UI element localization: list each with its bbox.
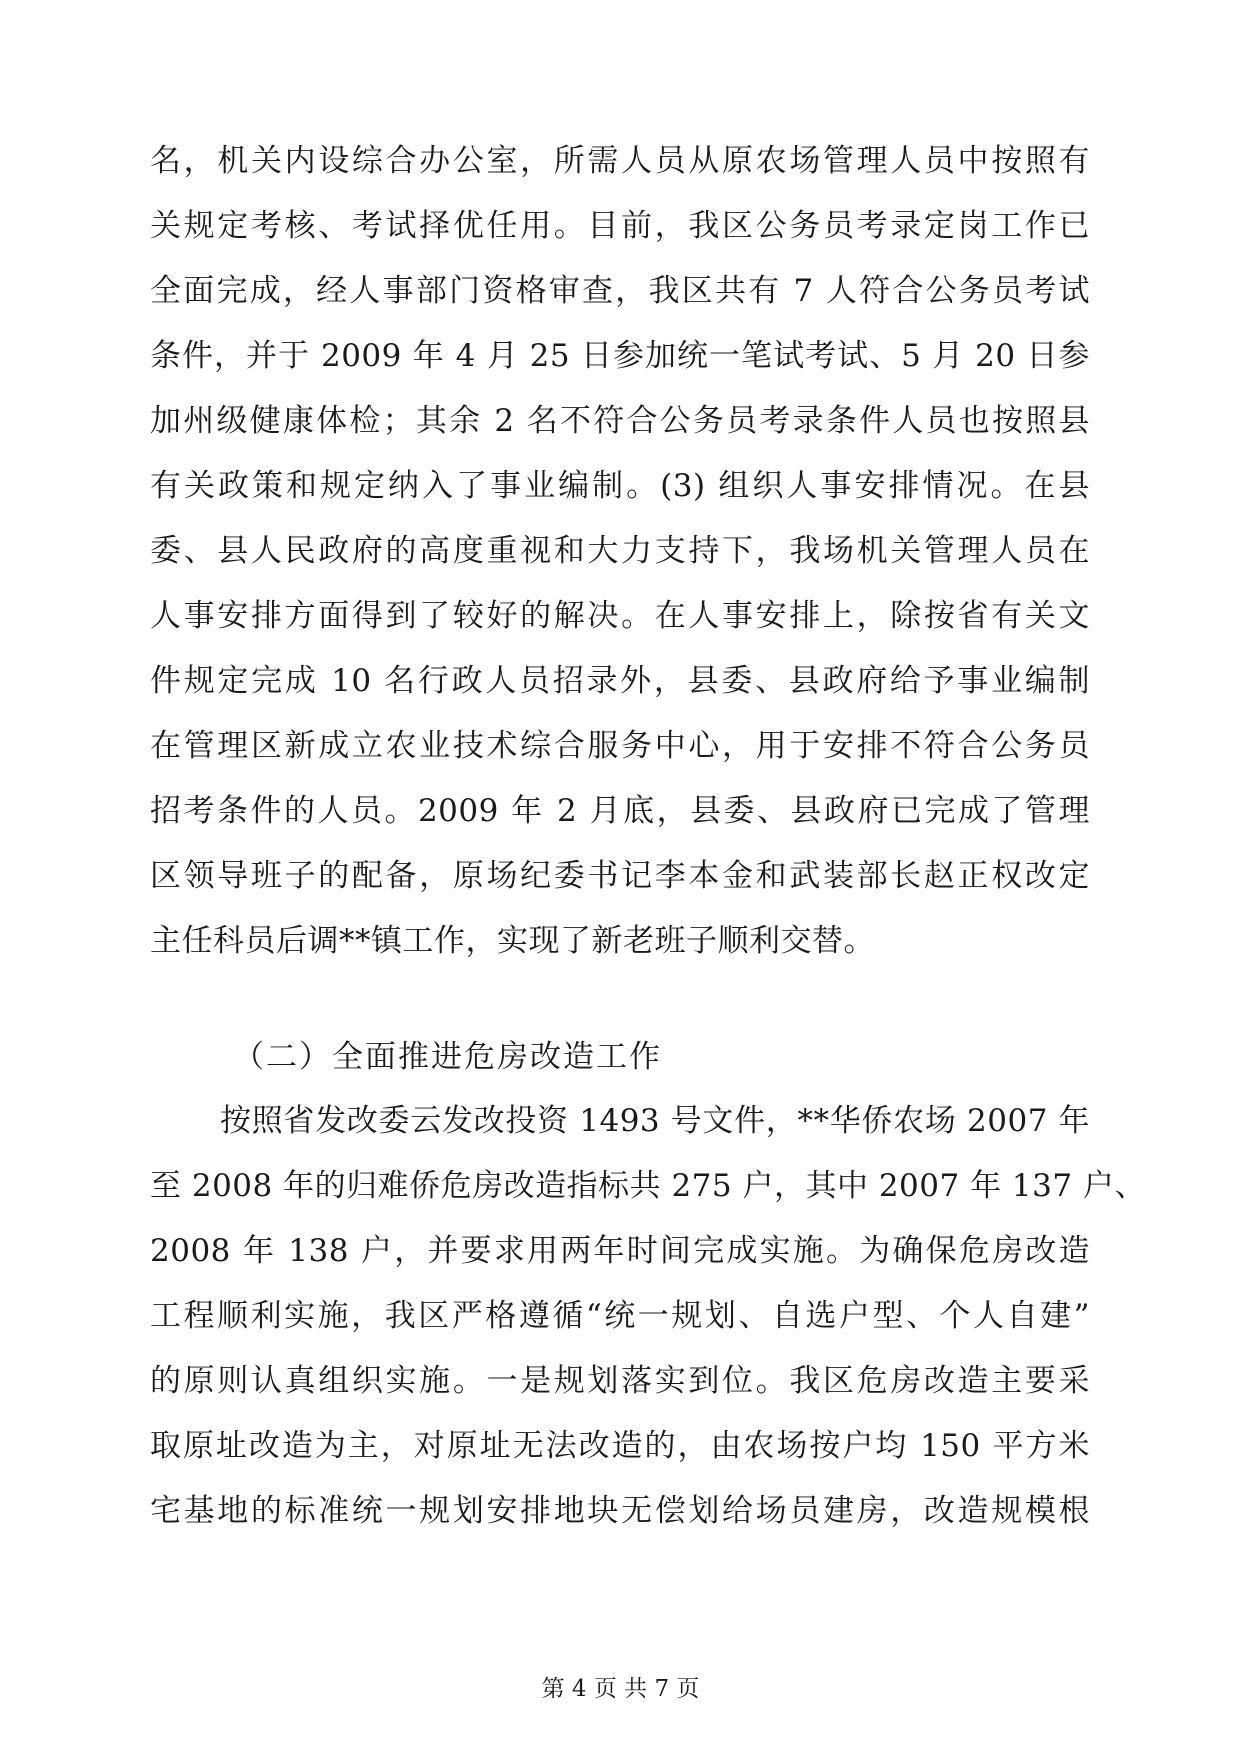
paragraph-1-line: 有关政策和规定纳入了事业编制。(3) 组织人事安排情况。在县	[150, 468, 1090, 504]
paragraph-2-line: 的原则认真组织实施。一是规划落实到位。我区危房改造主要采	[150, 1363, 1090, 1399]
paragraph-1-line: 招考条件的人员。2009 年 2 月底，县委、县政府已完成了管理	[150, 793, 1090, 829]
paragraph-2-line: 取原址改造为主，对原址无法改造的，由农场按户均 150 平方米	[150, 1428, 1090, 1464]
paragraph-1-line: 人事安排方面得到了较好的解决。在人事安排上，除按省有关文	[150, 598, 1090, 634]
paragraph-1-line: 在管理区新成立农业技术综合服务中心，用于安排不符合公务员	[150, 728, 1090, 764]
paragraph-1-line: 名，机关内设综合办公室，所需人员从原农场管理人员中按照有	[150, 143, 1090, 179]
paragraph-1-line: 加州级健康体检；其余 2 名不符合公务员考录条件人员也按照县	[150, 403, 1090, 439]
paragraph-2-line: 按照省发改委云发改投资 1493 号文件，**华侨农场 2007 年	[220, 1103, 1090, 1139]
paragraph-2-line: 宅基地的标准统一规划安排地块无偿划给场员建房，改造规模根	[150, 1493, 1090, 1529]
paragraph-1-line: 区领导班子的配备，原场纪委书记李本金和武装部长赵正权改定	[150, 858, 1090, 894]
paragraph-1-line: 条件，并于 2009 年 4 月 25 日参加统一笔试考试、5 月 20 日参	[150, 338, 1090, 374]
paragraph-2-line: 2008 年 138 户，并要求用两年时间完成实施。为确保危房改造	[150, 1233, 1090, 1269]
paragraph-1-line: 件规定完成 10 名行政人员招录外，县委、县政府给予事业编制	[150, 663, 1090, 699]
page-footer: 第 4 页 共 7 页	[541, 1676, 700, 1702]
paragraph-1-line: 委、县人民政府的高度重视和大力支持下，我场机关管理人员在	[150, 533, 1090, 569]
section-heading: （二）全面推进危房改造工作	[233, 1039, 662, 1075]
paragraph-2-line: 工程顺利实施，我区严格遵循“统一规划、自选户型、个人自建”	[150, 1298, 1090, 1334]
paragraph-2-line: 至 2008 年的归难侨危房改造指标共 275 户，其中 2007 年 137 户、	[150, 1168, 1146, 1204]
paragraph-1-line: 全面完成，经人事部门资格审查，我区共有 7 人符合公务员考试	[150, 273, 1090, 309]
paragraph-1-line: 主任科员后调**镇工作，实现了新老班子顺利交替。	[150, 923, 875, 959]
paragraph-1-line: 关规定考核、考试择优任用。目前，我区公务员考录定岗工作已	[150, 208, 1090, 244]
